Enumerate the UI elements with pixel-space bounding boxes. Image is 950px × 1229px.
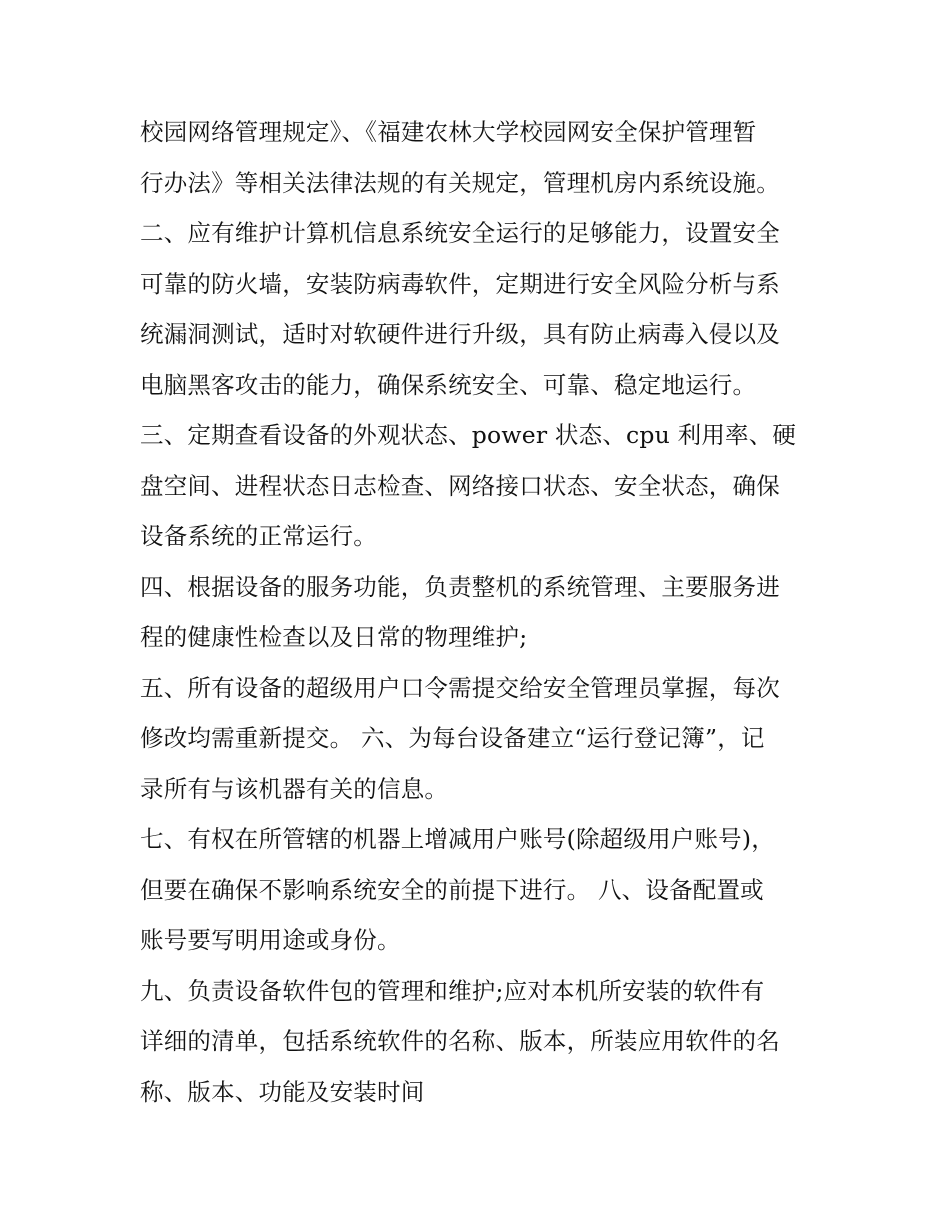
text-line: 三、定期查看设备的外观状态、power 状态、cpu 利用率、硬 (140, 421, 797, 449)
text-line: 电脑黑客攻击的能力，确保系统安全、可靠、稳定地运行。 (140, 370, 757, 399)
text-line: 程的健康性检查以及日常的物理维护; (140, 623, 528, 651)
text-line: 详细的清单，包括系统软件的名称、版本，所装应用软件的名 (140, 1027, 780, 1055)
text-line: 九、负责设备软件包的管理和维护;应对本机所安装的软件有 (140, 976, 765, 1005)
text-line: 二、应有维护计算机信息系统安全运行的足够能力，设置安全 (140, 219, 780, 247)
text-line: 统漏洞测试，适时对软硬件进行升级，具有防止病毒入侵以及 (140, 320, 780, 348)
document-body (140, 107, 820, 1117)
text-line: 校园网络管理规定》、《福建农林大学校园网安全保护管理暂 (140, 118, 757, 146)
text-line: 盘空间、进程状态日志检查、网络接口状态、安全状态，确保 (140, 471, 780, 500)
text-line: 设备系统的正常运行。 (140, 522, 377, 550)
text-line: 行办法》等相关法律法规的有关规定，管理机房内系统设施。 (140, 168, 780, 197)
text-line: 录所有与该机器有关的信息。 (140, 774, 449, 803)
text-line: 账号要写明用途或身份。 (140, 926, 401, 954)
text-line: 四、根据设备的服务功能，负责整机的系统管理、主要服务进 (140, 572, 780, 601)
text-line: 七、有权在所管辖的机器上增减用户账号(除超级用户账号)， (140, 825, 775, 853)
text-line: 修改均需重新提交。 六、为每台设备建立“运行登记簿”，记 (140, 724, 765, 752)
text-line: 五、所有设备的超级用户口令需提交给安全管理员掌握，每次 (140, 673, 780, 702)
text-line: 可靠的防火墙，安装防病毒软件，定期进行安全风险分析与系 (140, 269, 780, 298)
text-line: 但要在确保不影响系统安全的前提下进行。 八、设备配置或 (140, 875, 764, 904)
text-line: 称、版本、功能及安装时间 (140, 1077, 425, 1106)
